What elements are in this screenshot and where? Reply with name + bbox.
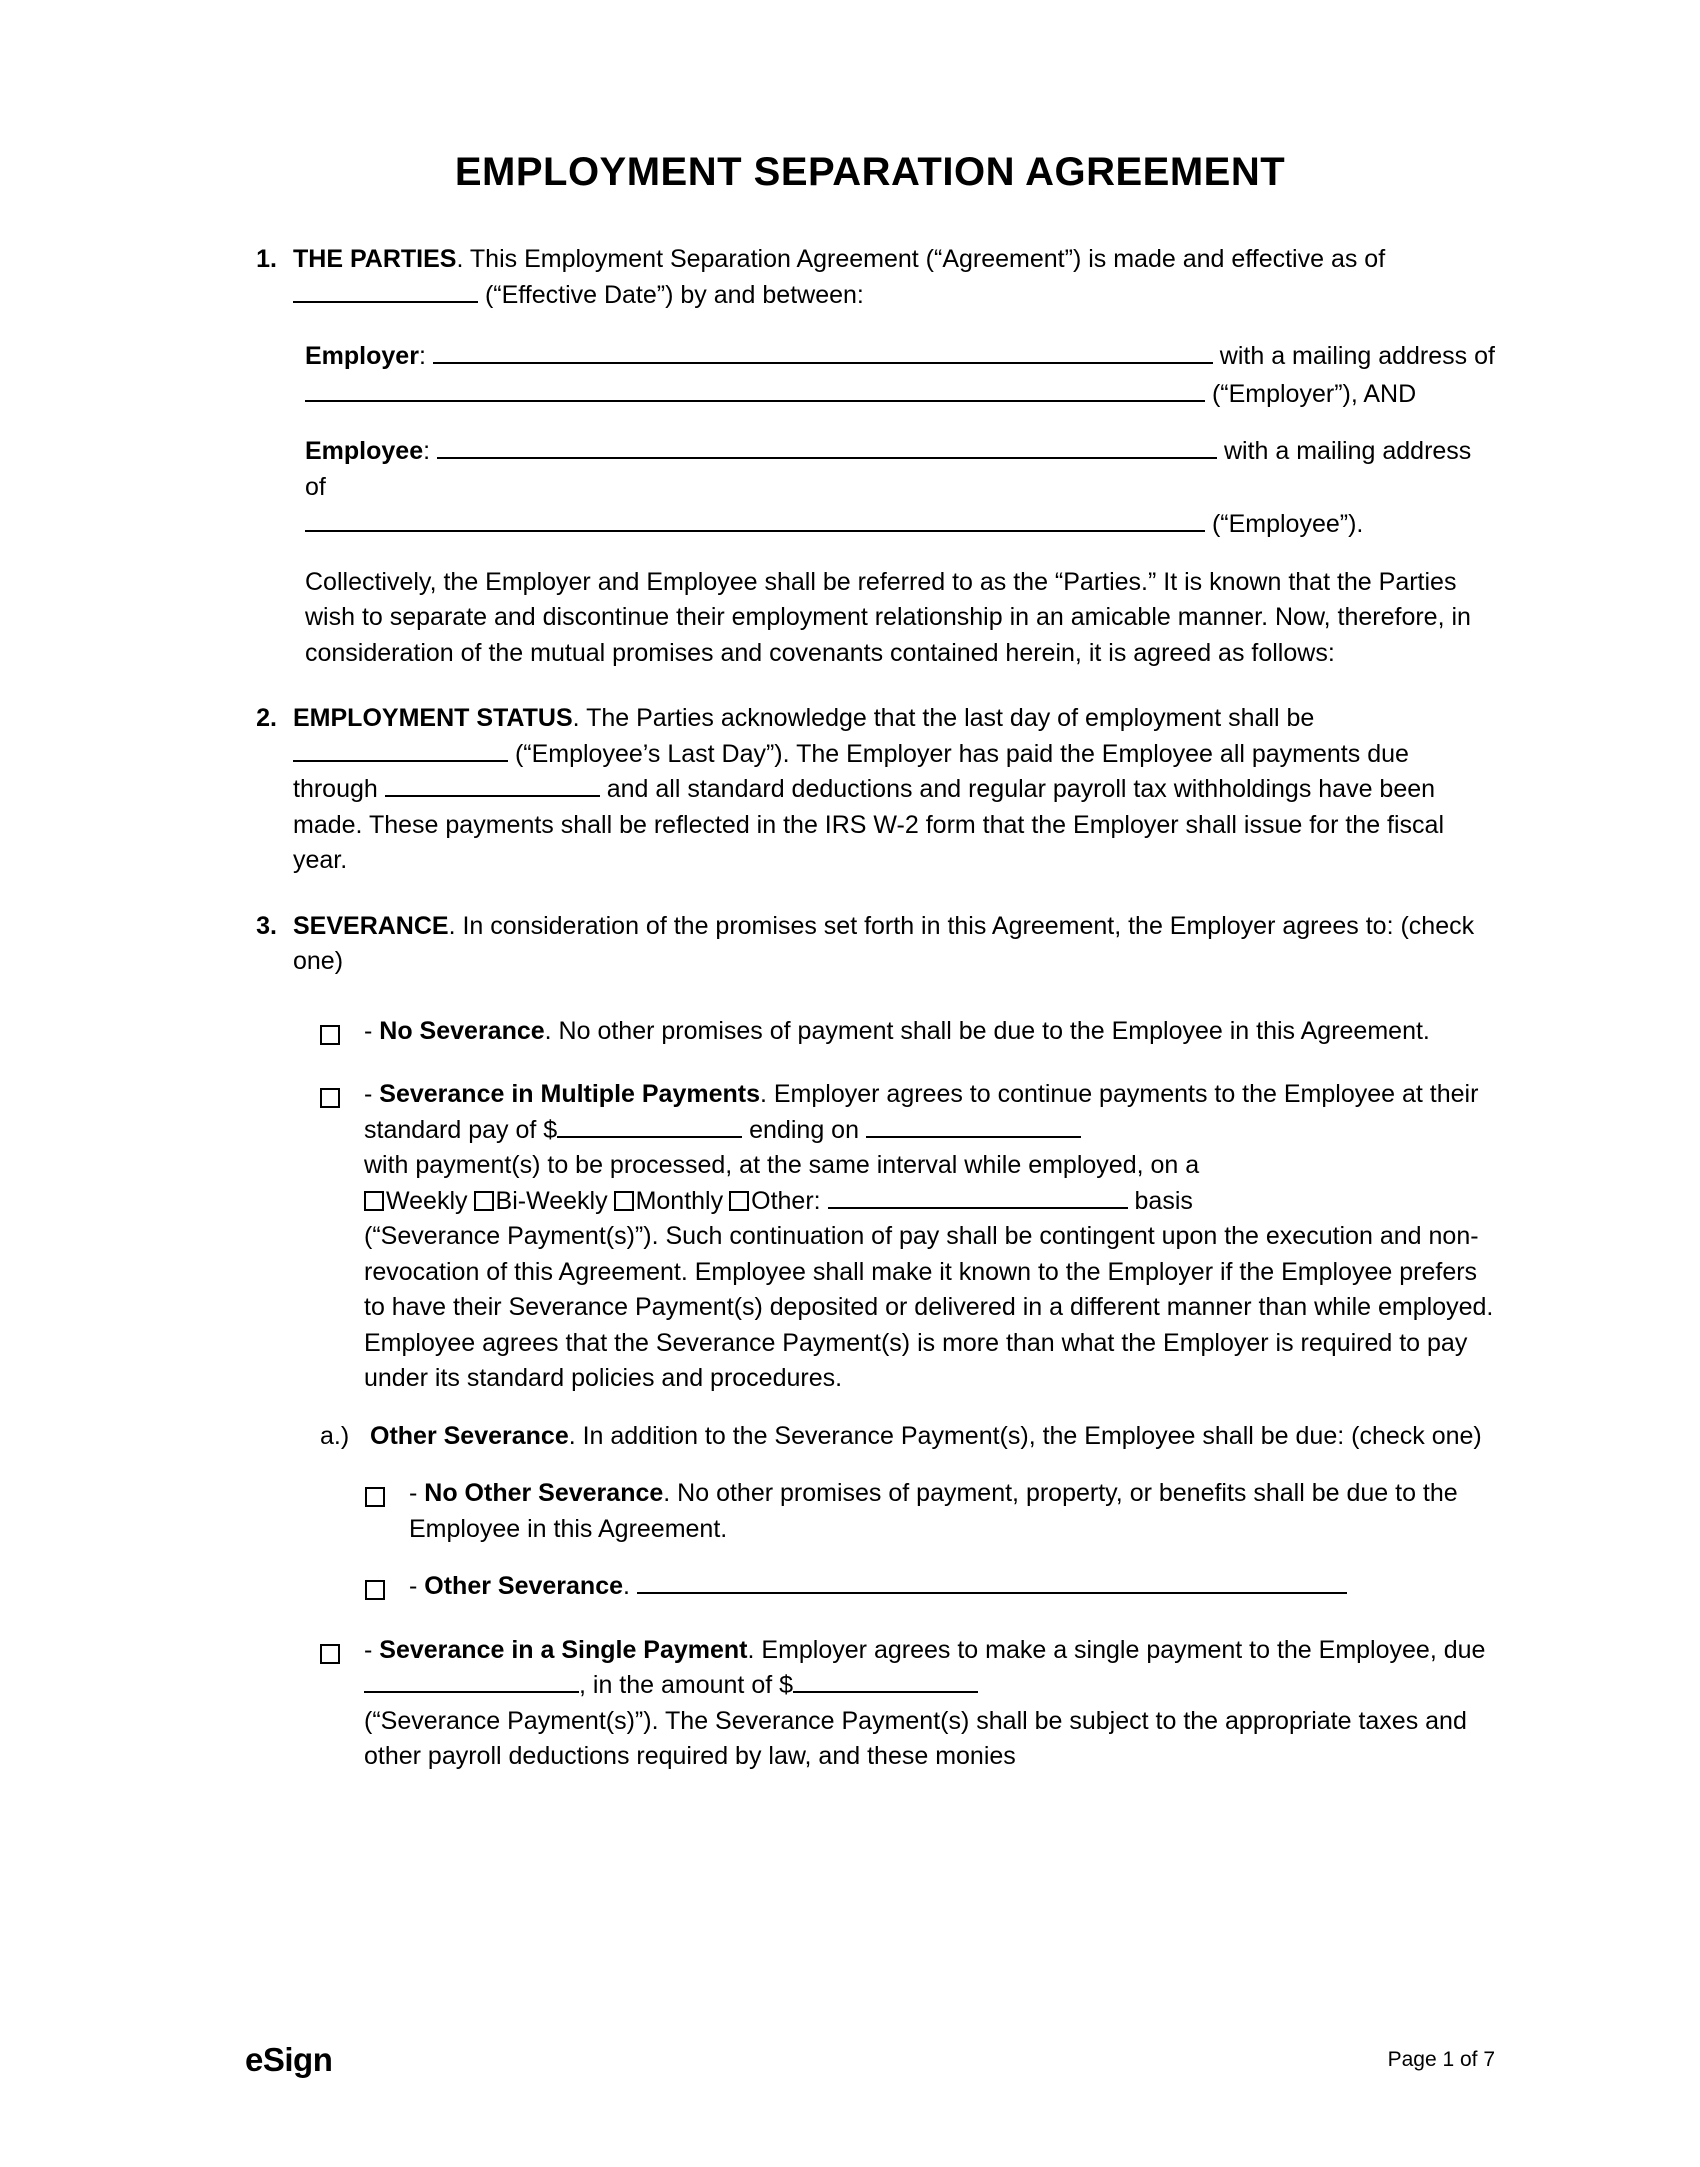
checkbox-icon[interactable] [474,1191,494,1211]
document-content [245,150,1495,1775]
effective-date-field[interactable] [293,301,478,303]
clause-the-parties [245,242,1495,313]
option-dash: - [364,1016,373,1045]
clause-heading: EMPLOYMENT STATUS [293,704,573,732]
employer-name-field[interactable] [433,362,1213,364]
employee-suffix-text: (“Employee”). [1211,510,1364,538]
employee-row [305,434,1495,505]
subclause-other-severance [320,1419,1495,1455]
other-severance-option-none[interactable] [365,1476,1495,1547]
clause-heading: SEVERANCE [293,911,449,940]
employer-address-row [305,377,1495,413]
option-label: Other Severance [424,1572,623,1600]
page-title: EMPLOYMENT SEPARATION AGREEMENT [454,150,1286,194]
employee-label: Employee [305,437,424,465]
option-dash: - [409,1479,418,1507]
option-label: No Severance [379,1016,545,1045]
ending-on-field[interactable] [866,1136,1081,1138]
party-employee-block [305,434,1495,543]
subclause-marker: a.) [320,1421,350,1450]
subclause-label: Other Severance [370,1421,569,1450]
checkbox-col [365,1476,409,1547]
option-dash: - [364,1080,373,1108]
option-body: . [623,1572,630,1600]
clause-number: 3. [256,911,277,940]
severance-text-a: . In consideration of the promises set forth in this Agreement, the Employer agrees to: (check one) [293,911,1475,975]
interval-label: Other: [751,1186,821,1215]
collective-paragraph: Collectively, the Employer and Employee shall be referred to as the “Parties.” It is known that the Parties wish to separate and discontinue their employment relationship in an amicable manner. Now, therefore, in consideration of the mutual promises and covenants contained herein, it is agreed as follows: [305,567,1471,667]
option-label: No Other Severance [424,1479,664,1507]
employer-colon: : [418,342,426,370]
interval-biweekly[interactable] [468,1187,608,1215]
severance-option-no-severance[interactable] [320,1014,1495,1054]
option-text [364,1633,1495,1775]
interval-monthly[interactable] [608,1187,724,1215]
option-text [409,1476,1495,1547]
option-body-a: . Employer agrees to continue payments to the Employee at their standard pay of $ [364,1080,1479,1144]
clause-heading: THE PARTIES [293,245,457,273]
employer-label: Employer [305,342,419,370]
option-label: Severance in Multiple Payments [379,1080,760,1108]
severance-option-single-payment[interactable] [320,1633,1495,1775]
interval-label: Weekly [386,1186,468,1215]
option-text [364,1077,1495,1397]
interval-label: Bi-Weekly [495,1186,608,1215]
interval-other-field[interactable] [828,1207,1128,1209]
clause-employment-status [245,701,1495,879]
employee-address-field[interactable] [305,530,1205,532]
employee-name-field[interactable] [437,457,1217,459]
checkbox-icon[interactable] [365,1580,385,1600]
option-body-c: with payment(s) to be processed, at the same interval while employed, on a [364,1151,1200,1179]
status-text-a: . The Parties acknowledge that the last day of employment shall be [572,704,1315,732]
option-body-c: (“Severance Payment(s)”). The Severance Payment(s) shall be subject to the appropriate taxes and other payroll deductions required by law, and these monies [364,1706,1467,1770]
interval-weekly[interactable] [364,1187,468,1215]
clause-number: 2. [256,704,277,732]
checkbox-col [320,1014,364,1054]
standard-pay-field[interactable] [557,1136,742,1138]
status-text-b: (“Employee’s Last Day”). The Employer has paid the Employee all payments due through [293,739,1409,803]
clause-intro-text: . This Employment Separation Agreement (“Agreement”) is made and effective as of [456,245,1386,273]
employee-after-text: with a mailing address of [305,437,1472,501]
other-severance-field[interactable] [637,1592,1347,1594]
subclause-text [370,1419,1482,1455]
clause-text [293,242,1495,313]
single-payment-amount-field[interactable] [793,1691,978,1693]
checkbox-col [320,1077,364,1397]
party-employer-block [305,339,1495,412]
clause-intro-text-2: (“Effective Date”) by and between: [484,280,864,309]
employee-address-row [305,507,1495,543]
option-body-b: , in the amount of $ [579,1671,794,1699]
clause-severance [245,909,1495,980]
option-body: . No other promises of payment shall be due to the Employee in this Agreement. [544,1016,1430,1045]
last-day-field[interactable] [293,760,508,762]
option-text [409,1569,1495,1609]
clause-text [293,909,1495,980]
option-text [364,1014,1495,1054]
brand-logo: eSign [245,2041,333,2078]
option-body-a: . Employer agrees to make a single payment to the Employee, due [747,1635,1486,1664]
option-body: . No other promises of payment, property, or benefits shall be due to the Employee in this Agreement. [409,1479,1458,1543]
subclause-body: . In addition to the Severance Payment(s), the Employee shall be due: (check one) [568,1421,1482,1450]
employee-colon: : [423,437,431,465]
option-dash: - [409,1572,418,1600]
severance-option-multiple-payments[interactable] [320,1077,1495,1397]
page-footer [245,2041,1495,2079]
checkbox-col [365,1569,409,1609]
interval-label: Monthly [635,1186,724,1215]
checkbox-icon[interactable] [320,1644,340,1664]
other-severance-option-other[interactable] [365,1569,1495,1609]
employer-suffix-text: (“Employer”), AND [1211,379,1417,408]
clause-number: 1. [256,245,277,273]
employer-after-text: with a mailing address of [1219,342,1495,370]
checkbox-icon[interactable] [320,1088,340,1108]
employer-address-field[interactable] [305,400,1205,402]
interval-suffix: basis [1134,1186,1193,1215]
employer-row [305,339,1495,375]
single-payment-due-field[interactable] [364,1691,579,1693]
option-label: Severance in a Single Payment [379,1635,748,1664]
option-body-d: (“Severance Payment(s)”). Such continuation of pay shall be contingent upon the execution and non-revocation of this Agreement. Employee shall make it known to the Employer if the Employee prefers to have their Severance Payment(s) deposited or delivered in a different manner than while employed. Employee agrees that the Severance Payment(s) is more than what the Employer is required to pay under its standard policies and procedures. [364,1222,1494,1392]
clause-text [293,701,1495,879]
payments-through-field[interactable] [385,795,600,797]
option-dash: - [364,1635,373,1664]
interval-other[interactable] [723,1187,820,1215]
checkbox-icon[interactable] [614,1191,634,1211]
checkbox-icon[interactable] [365,1487,385,1507]
option-body-b: ending on [749,1115,859,1144]
checkbox-icon[interactable] [729,1191,749,1211]
checkbox-col [320,1633,364,1775]
status-text-c: and all standard deductions and regular payroll tax withholdings have been made. These payments shall be reflected in the IRS W-2 form that the Employer shall issue for the fiscal year. [293,775,1445,874]
checkbox-icon[interactable] [320,1025,340,1045]
page-number: Page 1 of 7 [1387,2048,1495,2071]
checkbox-icon[interactable] [364,1191,384,1211]
